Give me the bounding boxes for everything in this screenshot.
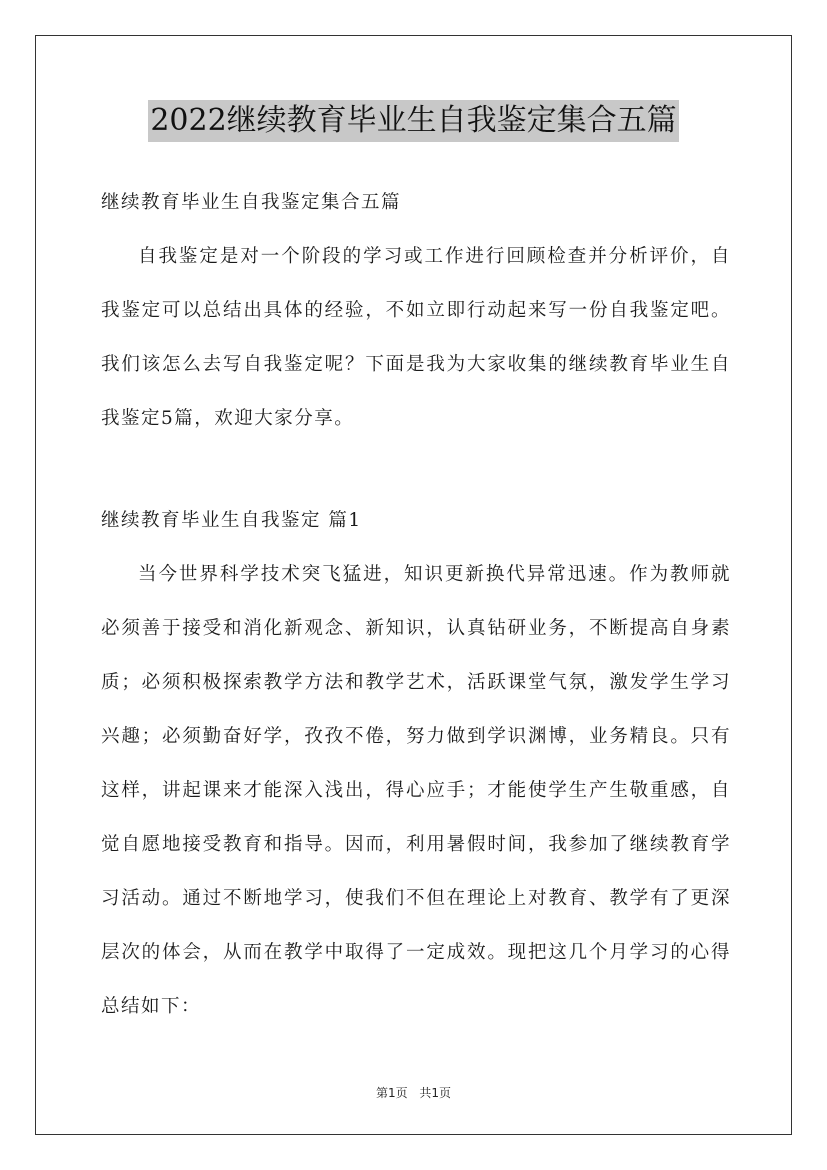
section-gap bbox=[101, 446, 731, 494]
section-heading: 继续教育毕业生自我鉴定 篇1 bbox=[101, 510, 362, 531]
document-body bbox=[101, 176, 731, 1034]
document-title: 2022继续教育毕业生自我鉴定集合五篇 bbox=[148, 100, 678, 142]
page-footer bbox=[0, 1084, 827, 1101]
title-wrap bbox=[0, 100, 827, 142]
page-total: 共1页 bbox=[419, 1086, 452, 1100]
document-subtitle: 继续教育毕业生自我鉴定集合五篇 bbox=[101, 192, 402, 213]
section-paragraph: 当今世界科学技术突飞猛进，知识更新换代异常迅速。作为教师就必须善于接受和消化新观念、新知识，认真钻研业务，不断提高自身素质；必须积极探索教学方法和教学艺术，活跃课堂气氛，激发学生学习兴趣；必须勤奋好学，孜孜不倦，努力做到学识渊博，业务精良。只有这样，讲起课来才能深入浅出，得心应手；才能使学生产生敬重感，自觉自愿地接受教育和指导。因而，利用暑假时间，我参加了继续教育学习活动。通过不断地学习，使我们不但在理论上对教育、教学有了更深层次的体会，从而在教学中取得了一定成效。现把这几个月学习的心得总结如下： bbox=[101, 564, 731, 1017]
page-number: 第1页 bbox=[375, 1086, 408, 1100]
intro-paragraph: 自我鉴定是对一个阶段的学习或工作进行回顾检查并分析评价，自我鉴定可以总结出具体的经验，不如立即行动起来写一份自我鉴定吧。我们该怎么去写自我鉴定呢？下面是我为大家收集的继续教育毕业生自我鉴定5篇，欢迎大家分享。 bbox=[101, 246, 731, 429]
